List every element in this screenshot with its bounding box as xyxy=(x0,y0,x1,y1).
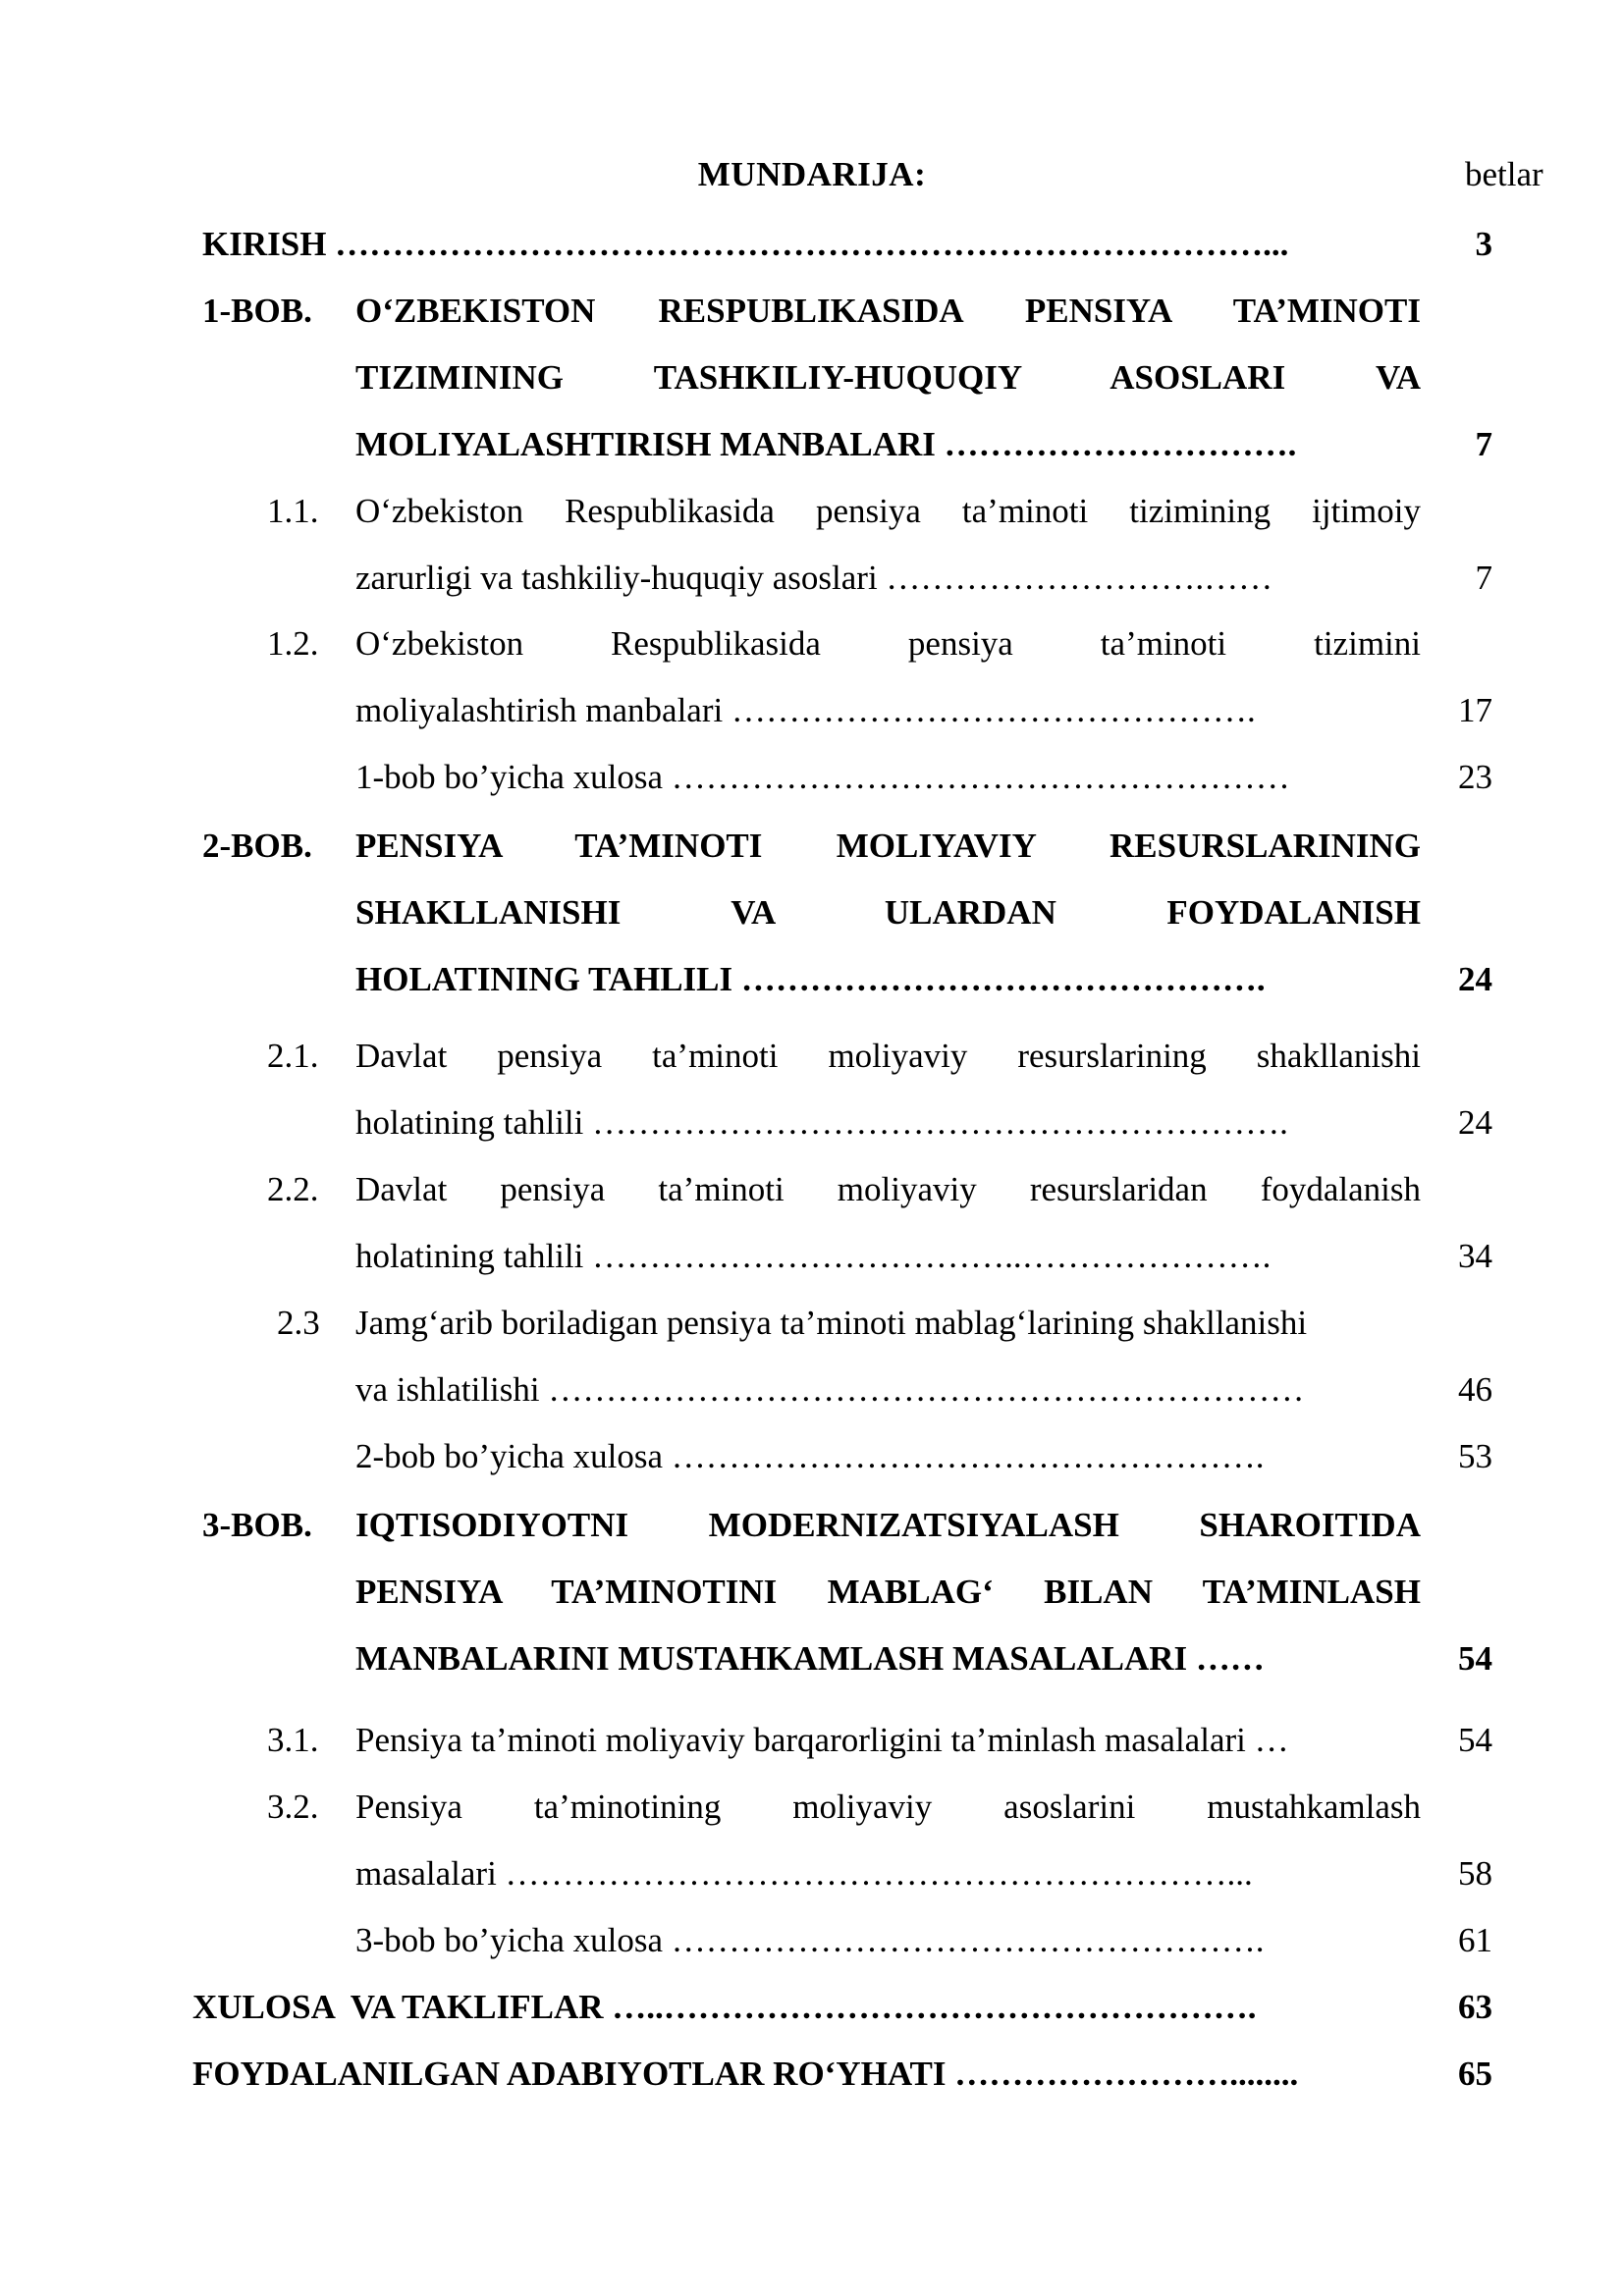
toc-section-label: 2.2. xyxy=(267,1170,319,1208)
toc-line: O‘ZBEKISTON RESPUBLIKASIDA PENSIYA TA’MINOTI xyxy=(355,292,1421,330)
toc-chapter-label: 3-BOB. xyxy=(202,1506,312,1544)
toc-line: masalalari ………………………………………………………... xyxy=(355,1854,1253,1893)
toc-chapter-label: 1-BOB. xyxy=(202,292,312,330)
toc-page-number: 17 xyxy=(1458,691,1492,729)
toc-page-number: 7 xyxy=(1475,559,1492,597)
toc-summary-line: 1-bob bo’yicha xulosa ……………………………………………… xyxy=(355,758,1290,796)
toc-section-title xyxy=(355,1707,1421,1774)
toc-line: Jamg‘arib boriladigan pensiya ta’minoti mablag‘larining shakllanishi xyxy=(355,1304,1308,1342)
toc-section-label: 1.1. xyxy=(267,492,319,530)
toc-line: MANBALARINI MUSTAHKAMLASH MASALALARI …… xyxy=(355,1639,1265,1678)
toc-summary-line: 2-bob bo’yicha xulosa ……………………………………………. xyxy=(355,1437,1265,1475)
toc-section-label: 3.2. xyxy=(267,1788,319,1826)
toc-section-label: 2.1. xyxy=(267,1037,319,1075)
toc-chapter-title xyxy=(355,278,1421,478)
toc-page-number: 63 xyxy=(1458,1988,1492,2026)
toc-line: moliyalashtirish manbalari ………………………………………. xyxy=(355,691,1256,729)
toc-summary-page-number: 53 xyxy=(1458,1437,1492,1475)
toc-summary-page-number: 61 xyxy=(1458,1921,1492,1959)
toc-page-number: 7 xyxy=(1475,425,1492,463)
toc-section-label: 1.2. xyxy=(267,624,319,663)
toc-page-number: 24 xyxy=(1458,960,1492,998)
toc-line: MOLIYALASHTIRISH MANBALARI …………………………. xyxy=(355,425,1297,463)
toc-line: O‘zbekiston Respublikasida pensiya ta’minoti tizimini xyxy=(355,624,1421,663)
toc-section-title xyxy=(355,1774,1421,1974)
toc-line: holatining tahlili ………………………………..…………………. xyxy=(355,1237,1272,1275)
toc-summary-line: 3-bob bo’yicha xulosa ……………………………………………. xyxy=(355,1921,1265,1959)
toc-page-number: 3 xyxy=(1475,225,1492,263)
toc-chapter-label: 2-BOB. xyxy=(202,827,312,865)
toc-line: va ishlatilishi ………………………………………………………… xyxy=(355,1370,1305,1409)
toc-page-number: 58 xyxy=(1458,1854,1492,1893)
toc-line: holatining tahlili ……………………………………………………. xyxy=(355,1103,1288,1142)
toc-page-number: 34 xyxy=(1458,1237,1492,1275)
page-column-header: betlar xyxy=(1465,155,1543,193)
toc-section-label: 3.1. xyxy=(267,1721,319,1759)
toc-summary-page-number: 23 xyxy=(1458,758,1492,796)
toc-line: IQTISODIYOTNI MODERNIZATSIYALASH SHAROITIDA xyxy=(355,1506,1421,1544)
toc-entry-label: KIRISH ………………………………………………………………………... xyxy=(202,225,1289,263)
toc-line: O‘zbekiston Respublikasida pensiya ta’minoti tizimining ijtimoiy xyxy=(355,492,1421,530)
toc-page-number: 46 xyxy=(1458,1370,1492,1409)
toc-entry-label: FOYDALANILGAN ADABIYOTLAR RO‘YHATI ……………………........ xyxy=(192,2055,1299,2093)
toc-line: HOLATINING TAHLILI ………………………………………. xyxy=(355,960,1266,998)
toc-entry-label: XULOSA VA TAKLIFLAR …..……………………………………………. xyxy=(192,1988,1257,2026)
toc-section-title xyxy=(355,478,1421,612)
toc-line: SHAKLLANISHI VA ULARDAN FOYDALANISH xyxy=(355,893,1421,932)
toc-section-label: 2.3 xyxy=(277,1304,320,1342)
toc-line: PENSIYA TA’MINOTI MOLIYAVIY RESURSLARINING xyxy=(355,827,1421,865)
toc-page-number: 54 xyxy=(1458,1639,1492,1678)
toc-chapter-title xyxy=(355,813,1421,1013)
toc-page-number: 54 xyxy=(1458,1721,1492,1759)
toc-section-title xyxy=(355,1290,1421,1490)
toc-section-title xyxy=(355,611,1421,811)
toc-line: TIZIMINING TASHKILIY-HUQUQIY ASOSLARI VA xyxy=(355,358,1421,397)
toc-line: Pensiya ta’minoti moliyaviy barqarorligini ta’minlash masalalari … xyxy=(355,1721,1289,1759)
toc-line: Davlat pensiya ta’minoti moliyaviy resurslaridan foydalanish xyxy=(355,1170,1421,1208)
toc-title: MUNDARIJA: xyxy=(697,155,927,193)
toc-page-number: 65 xyxy=(1458,2055,1492,2093)
toc-section-title xyxy=(355,1023,1421,1156)
toc-line: zarurligi va tashkiliy-huquqiy asoslari ……………………….…… xyxy=(355,559,1273,597)
toc-line: Pensiya ta’minotining moliyaviy asoslarini mustahkamlash xyxy=(355,1788,1421,1826)
toc-section-title xyxy=(355,1156,1421,1290)
toc-line: Davlat pensiya ta’minoti moliyaviy resurslarining shakllanishi xyxy=(355,1037,1421,1075)
toc-chapter-title xyxy=(355,1492,1421,1692)
toc-line: PENSIYA TA’MINOTINI MABLAG‘ BILAN TA’MINLASH xyxy=(355,1573,1421,1611)
toc-page-number: 24 xyxy=(1458,1103,1492,1142)
